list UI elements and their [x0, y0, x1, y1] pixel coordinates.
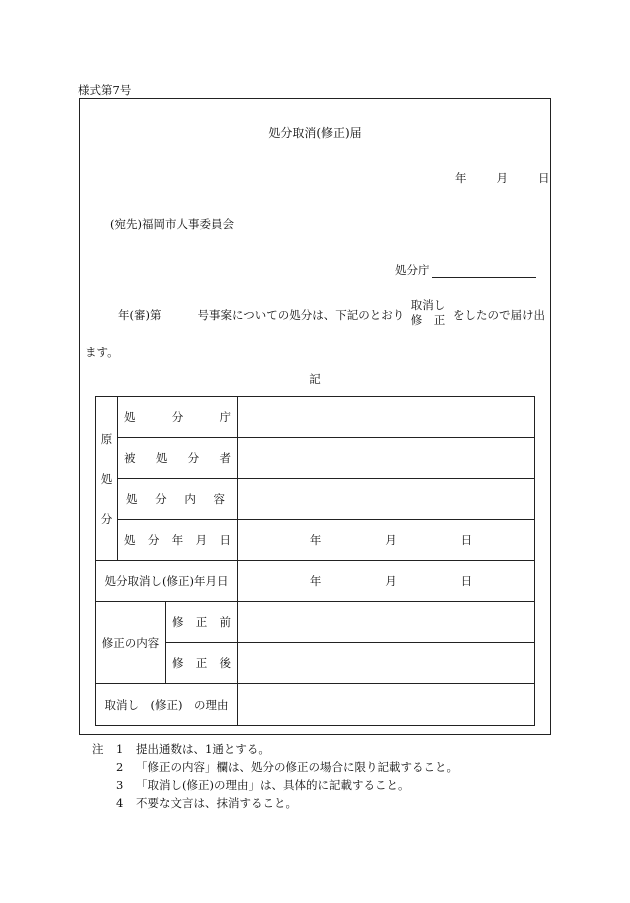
authority-label: 処分庁 [395, 263, 430, 277]
after-label: 修 正 後 [166, 643, 238, 684]
original-char-3: 分 [100, 511, 113, 526]
cancel-date-value-cell[interactable]: 年 月 日 [238, 561, 535, 602]
body-line-1 [118, 307, 404, 323]
original-char-1: 原 [100, 431, 113, 446]
cancel-date-label: 処分取消し(修正)年月日 [96, 561, 238, 602]
date-line [455, 170, 550, 186]
authority-row-label: 処 分 庁 [118, 397, 238, 438]
original-char-2: 処 [100, 471, 113, 486]
content-value-cell[interactable] [238, 479, 535, 520]
table-row [96, 602, 535, 643]
table-row [96, 561, 535, 602]
addressee: (宛先)福岡市人事委員会 [110, 217, 234, 231]
before-label: 修 正 前 [166, 602, 238, 643]
table-row [96, 684, 535, 726]
subject-value-cell[interactable] [238, 438, 535, 479]
table-row [96, 438, 535, 479]
body-part2: 号事案についての処分は、下記のとおり [197, 308, 405, 322]
before-value-cell[interactable] [238, 602, 535, 643]
correction-label: 修正の内容 [96, 602, 166, 684]
authority-field [395, 262, 536, 278]
note-item: 2 「修正の内容」欄は、処分の修正の場合に限り記載すること。 [116, 760, 458, 774]
document-title: 処分取消(修正)届 [268, 126, 362, 140]
subject-row-label: 被 処 分 者 [118, 438, 238, 479]
reason-value-cell[interactable] [238, 684, 535, 726]
option-stack [408, 298, 448, 328]
notes [92, 740, 458, 812]
form-number: 様式第7号 [78, 83, 132, 97]
content-row-label: 処 分 内 容 [118, 479, 238, 520]
note-item: 4 不要な文言は、抹消すること。 [116, 796, 297, 810]
body-part3: をしたので届け出 [453, 308, 545, 322]
disposal-date-label: 処 分 年 月 日 [118, 520, 238, 561]
month-label: 月 [496, 171, 508, 185]
reason-label: 取消し (修正) の理由 [96, 684, 238, 726]
body-part1: 年(審)第 [118, 308, 162, 322]
year-label: 年 [455, 171, 467, 185]
ki-heading: 記 [309, 372, 321, 386]
body-part4: ます。 [85, 345, 119, 359]
option-cancel: 取消し [410, 298, 446, 312]
option-correct: 修 正 [410, 313, 446, 327]
record-table [95, 396, 535, 726]
authority-signature-line[interactable] [432, 265, 536, 278]
notes-prefix: 注 [92, 742, 104, 756]
table-row [96, 520, 535, 561]
authority-value-cell[interactable] [238, 397, 535, 438]
disposal-date-value-cell[interactable]: 年 月 日 [238, 520, 535, 561]
original-disposal-header [96, 397, 118, 561]
note-item: 3 「取消し(修正)の理由」は、具体的に記載すること。 [116, 778, 410, 792]
table-row [96, 479, 535, 520]
note-item: 注 1 提出通数は、1通とする。 [92, 742, 270, 756]
table-row [96, 397, 535, 438]
day-label: 日 [538, 171, 550, 185]
after-value-cell[interactable] [238, 643, 535, 684]
